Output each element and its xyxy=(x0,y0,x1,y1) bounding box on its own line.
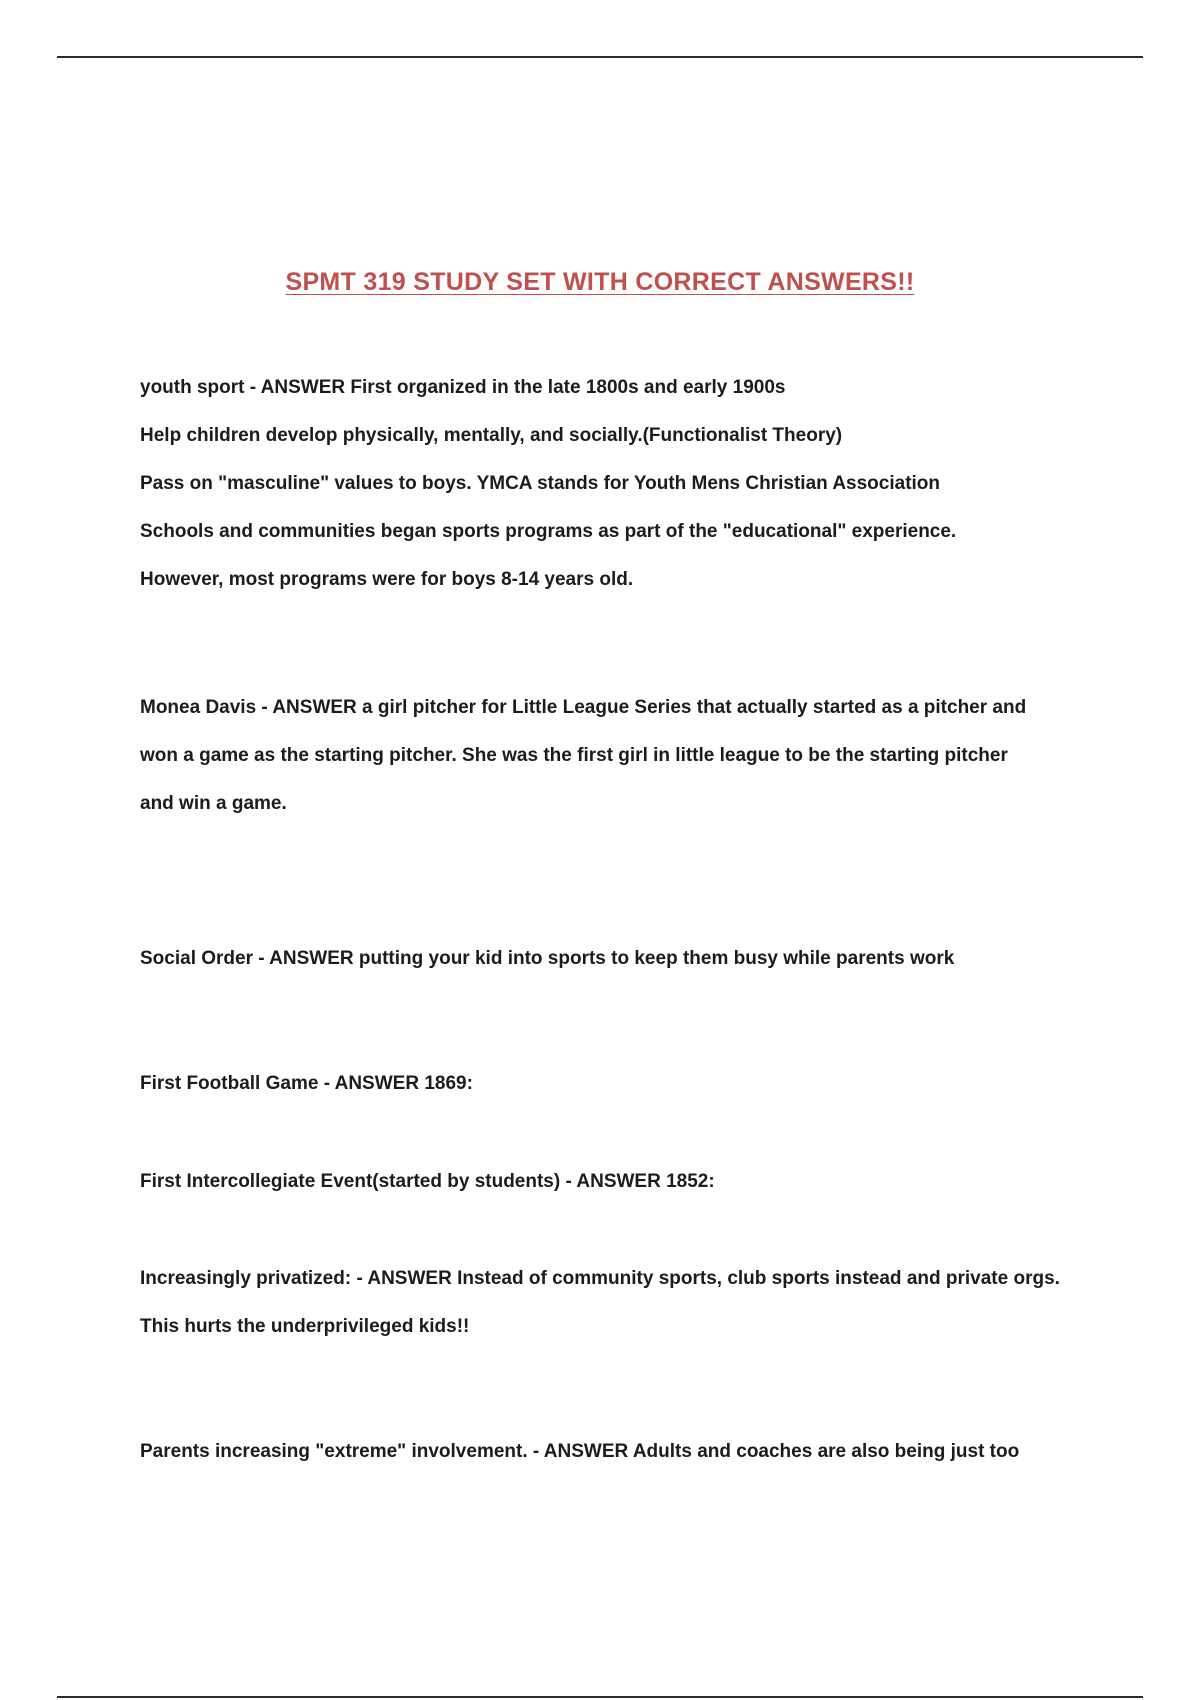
qa-entry-social-order xyxy=(140,944,1070,973)
entry-line: First Intercollegiate Event(started by students) - ANSWER 1852: xyxy=(140,1171,715,1192)
entry-line: First Football Game - ANSWER 1869: xyxy=(140,1073,473,1094)
qa-entry-monea-davis xyxy=(140,693,1070,818)
qa-entry-increasingly-privatized xyxy=(140,1264,1070,1341)
entry-line: Increasingly privatized: - ANSWER Instead of community sports, club sports instead and private orgs. xyxy=(140,1268,1060,1289)
entry-line: Schools and communities began sports programs as part of the "educational" experience. xyxy=(140,521,957,542)
entry-line: This hurts the underprivileged kids!! xyxy=(140,1316,470,1337)
entry-line: Help children develop physically, mentally, and socially.(Functionalist Theory) xyxy=(140,425,843,446)
document-title: SPMT 319 STUDY SET WITH CORRECT ANSWERS!! xyxy=(285,268,915,296)
qa-entry-first-football-game xyxy=(140,1069,1070,1098)
entry-line: Monea Davis - ANSWER a girl pitcher for Little League Series that actually started as a pitcher and xyxy=(140,697,1027,718)
entry-line: Social Order - ANSWER putting your kid into sports to keep them busy while parents work xyxy=(140,948,955,969)
footer-rule xyxy=(57,1696,1143,1698)
qa-entry-first-intercollegiate-event xyxy=(140,1167,1070,1196)
entry-line: However, most programs were for boys 8-14 years old. xyxy=(140,569,634,590)
entry-line: Pass on "masculine" values to boys. YMCA stands for Youth Mens Christian Association xyxy=(140,473,941,494)
entry-line: Parents increasing "extreme" involvement. - ANSWER Adults and coaches are also being just too xyxy=(140,1441,1020,1462)
qa-entry-parents-involvement xyxy=(140,1437,1070,1466)
qa-entry-youth-sport xyxy=(140,373,1070,594)
header-rule xyxy=(57,56,1143,58)
entry-line: and win a game. xyxy=(140,793,287,814)
entry-line: won a game as the starting pitcher. She was the first girl in little league to be the starting pitcher xyxy=(140,745,1008,766)
entry-line: youth sport - ANSWER First organized in the late 1800s and early 1900s xyxy=(140,377,786,398)
